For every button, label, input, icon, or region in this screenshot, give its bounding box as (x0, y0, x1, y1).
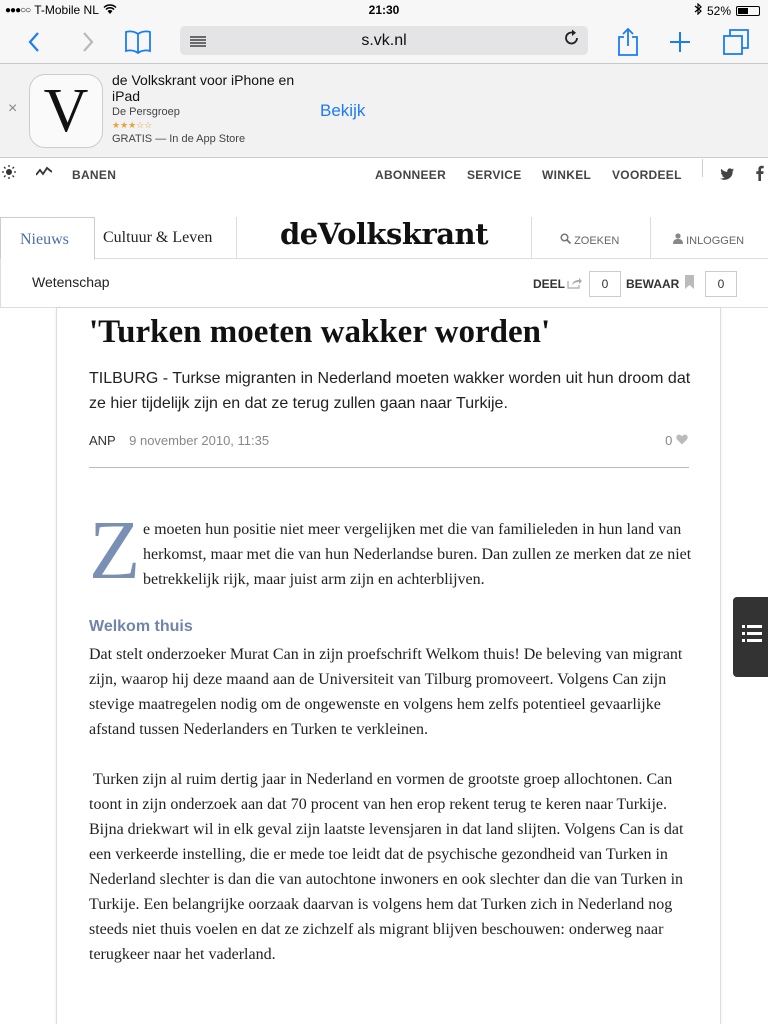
forward-icon[interactable] (72, 26, 104, 58)
save-label[interactable]: BEWAAR (626, 277, 680, 291)
url-text: s.vk.nl (361, 32, 407, 49)
nav-abonneer[interactable]: ABONNEER (375, 168, 447, 182)
article-headline: 'Turken moeten wakker worden' (89, 314, 551, 350)
weather-icon[interactable] (2, 165, 16, 184)
nav-voordeel[interactable]: VOORDEEL (612, 168, 682, 182)
search-icon (560, 235, 574, 247)
site-navigation (0, 217, 768, 259)
new-tab-icon[interactable] (664, 26, 696, 58)
share-icon[interactable] (567, 276, 583, 294)
section-title[interactable]: Wetenschap (32, 274, 110, 290)
drop-cap: Z (89, 504, 141, 597)
like-count: 0 (665, 433, 673, 448)
site-logo[interactable] (236, 217, 532, 259)
login-button[interactable] (650, 217, 768, 259)
heart-icon (676, 433, 688, 448)
bookmarks-icon[interactable] (122, 26, 154, 58)
list-icon (742, 624, 762, 649)
share-label[interactable]: DEEL (533, 277, 566, 291)
article-paragraph: e moeten hun positie niet meer vergelijken met die van familieleden in hun land van herkomst, maar met die van hun Nederlandse buren. Dan zullen ze merken dat ze niet betrekkelijk rijk, maar juist arm zijn en achterblijven. (143, 521, 692, 588)
article-subheading: Welkom thuis (89, 618, 193, 635)
nav-service[interactable]: SERVICE (467, 168, 522, 182)
battery-icon (736, 6, 760, 16)
app-publisher: De Persgroep (112, 106, 180, 118)
article-byline (89, 433, 269, 448)
save-count: 0 (705, 271, 737, 297)
search-label: ZOEKEN (574, 235, 620, 247)
article-menu-toggle[interactable] (733, 597, 768, 677)
clock: 21:30 (368, 3, 400, 17)
user-icon (673, 235, 686, 247)
facebook-icon[interactable] (756, 165, 764, 185)
tab-cultuur-leven[interactable]: Cultuur & Leven (103, 229, 213, 246)
back-icon[interactable] (18, 26, 50, 58)
section-bar (0, 259, 768, 308)
search-button[interactable] (560, 233, 619, 247)
status-bar (0, 0, 768, 20)
article-divider (89, 467, 689, 468)
app-icon: V (29, 74, 103, 148)
divider (702, 159, 703, 177)
bluetooth-icon (694, 3, 702, 18)
carrier-name: T-Mobile NL (34, 3, 99, 17)
logo-text: deVolkskrant (280, 217, 488, 251)
like-button[interactable] (665, 433, 688, 448)
close-banner-button[interactable]: × (8, 100, 18, 117)
twitter-icon[interactable] (720, 167, 734, 185)
login-label: INLOGGEN (686, 235, 745, 247)
nav-banen[interactable]: BANEN (72, 168, 117, 182)
stocks-icon[interactable] (36, 165, 52, 183)
battery-percent: 52% (706, 3, 731, 18)
tabs-icon[interactable] (720, 26, 752, 58)
view-app-button[interactable]: Bekijk (320, 101, 366, 120)
nav-winkel[interactable]: WINKEL (542, 168, 592, 182)
bookmark-icon[interactable] (685, 275, 694, 294)
article-date: 9 november 2010, 11:35 (129, 433, 270, 448)
share-icon[interactable] (612, 26, 644, 58)
app-rating: ★★★☆☆ (112, 120, 153, 130)
utility-bar (0, 159, 768, 191)
article-lead: TILBURG - Turkse migranten in Nederland moeten wakker worden uit hun droom dat ze hier tijdelijk zijn en dat ze terug zullen gaan naar Turkije. (89, 370, 691, 412)
address-bar[interactable] (180, 26, 588, 55)
signal-strength: ●●●○○ (5, 4, 31, 16)
browser-toolbar (0, 20, 768, 64)
article-paragraph: Turken zijn al ruim dertig jaar in Nederland en vormen de grootste groep allochtonen. Can toont in zijn onderzoek aan dat 70 procent van hen erop rekent terug te keren naar Turkije. Bijna driekwart wil in elk geval zijn laatste levensjaren in dat land slijten. Volgens Can is dat een verkeerde instelling, die er mede toe leidt dat de psychische gezondheid van Turken in Nederland slechter is dan die van autochtone inwoners en ook slechter dan die van Turken in Turkije. Een belangrijke oorzaak daarvan is volgens hem dat Turken zich in Nederland nog steeds niet thuis voelen en dat ze zichzelf als migrant blijven beschouwen: onderweg naar terugkeer naar het vaderland. (89, 771, 688, 963)
reload-icon[interactable] (564, 29, 580, 52)
tab-nieuws[interactable]: Nieuws (0, 217, 95, 260)
app-name: de Volkskrant voor iPhone en iPad (112, 72, 295, 104)
app-store-label: GRATIS — In de App Store (112, 133, 246, 145)
article-card (56, 308, 721, 1024)
smart-app-banner (0, 64, 768, 158)
article-author[interactable]: ANP (89, 433, 116, 448)
article-paragraph: Dat stelt onderzoeker Murat Can in zijn proefschrift Welkom thuis! De beleving van migrant zijn, waarop hij deze maand aan de Universiteit van Tilburg promoveert. Volgens Can zijn stevige maatregelen nodig om de ongewenste en volgens hem zelfs potentieel gevaarlijke afstand tussen Nederlanders en Turken te verkleinen. (89, 646, 683, 738)
share-count: 0 (589, 271, 621, 297)
